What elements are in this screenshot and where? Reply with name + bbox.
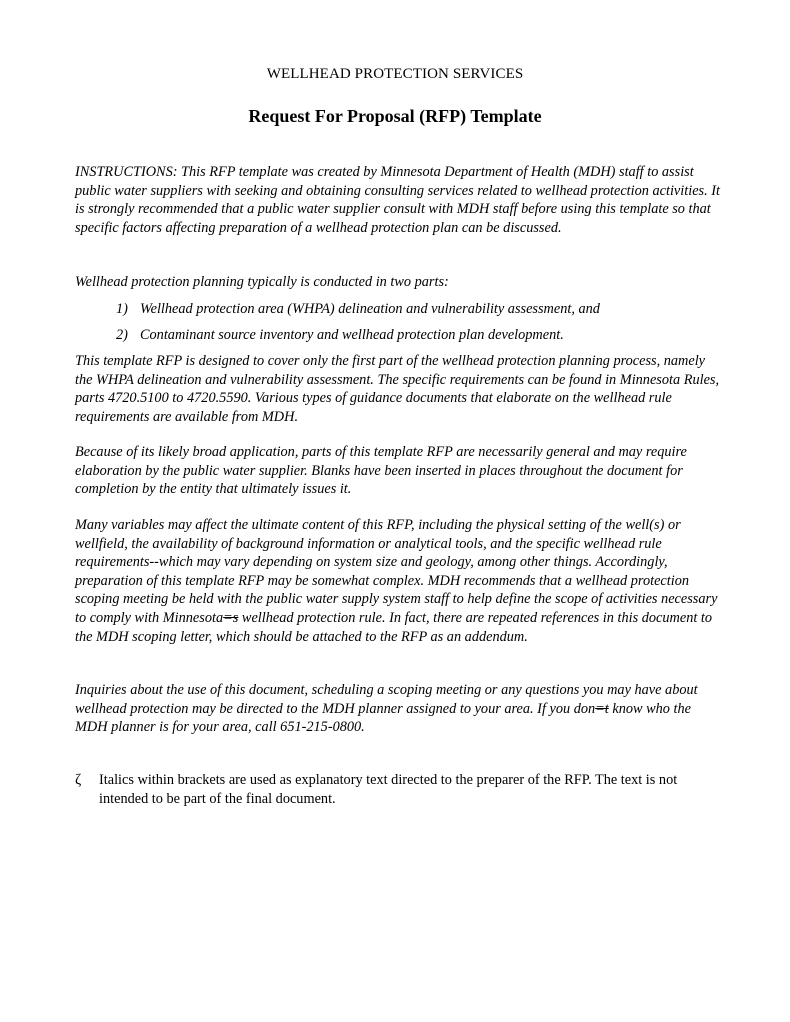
list-item-number: 1) — [116, 301, 128, 317]
list-item-number: 2) — [116, 327, 128, 343]
list-item — [116, 300, 726, 326]
template-scope-paragraph: This template RFP is designed to cover only the first part of the wellhead protection planning process, namely the WHPA delineation and vulnerability assessment. The specific requirements can be found in Minnesota Rules, parts 4720.5100 to 4720.5590. Various types of guidance documents that elaborate on the wellhead rule requirements are available from MDH. — [75, 353, 720, 425]
list-item — [116, 326, 726, 352]
planning-intro-paragraph: Wellhead protection planning typically is conducted in two parts: — [75, 274, 449, 290]
variables-text-end: wellhead protection rule. In fact, there are repeated references in this document to the MDH scoping letter, which should be attached to the RFP as an addendum. — [75, 609, 713, 645]
inquiries-paragraph — [75, 681, 720, 737]
note-text: Italics within brackets are used as explanatory text directed to the preparer of the RFP. The text is not intended to be part of the final document. — [99, 772, 678, 807]
note-bullet-icon: ζ — [75, 772, 82, 788]
list-item-text: Contaminant source inventory and wellhead protection plan development. — [140, 327, 564, 343]
struck-glyph: =s — [223, 609, 239, 626]
page-title: Request For Proposal (RFP) Template — [248, 106, 542, 126]
agency-heading: WELLHEAD PROTECTION SERVICES — [266, 66, 524, 82]
instructions-paragraph: INSTRUCTIONS: This RFP template was created by Minnesota Department of Health (MDH) staff to assist public water suppliers with seeking and obtaining consulting services related to wellhead protection activities. It is strongly recommended that a public water supplier consult with MDH staff before using this template so that specific factors affecting preparation of a wellhead protection plan can be discussed. — [75, 164, 720, 236]
broad-application-paragraph: Because of its likely broad application, parts of this template RFP are necessarily general and may require elaboration by the public water supplier. Blanks have been inserted in places throughout the document for completion by the entity that ultimately issues it. — [75, 444, 687, 498]
inquiries-text-end: know who the MDH planner is for your area, call 651-215-0800. — [75, 700, 691, 736]
variables-paragraph — [75, 516, 720, 646]
list-item-text: Wellhead protection area (WHPA) delineation and vulnerability assessment, and — [140, 301, 600, 317]
planning-parts-list — [116, 300, 726, 352]
variables-text-start: Many variables may affect the ultimate content of this RFP, including the physical setting of the well(s) or wellfield, the availability of background information or analytical tools, and the specific wellhead rule requirements--which may vary depending on system size and geology, among other things. Accordingly, preparation of this template RFP may be somewhat complex. MDH recommends that a wellhead protection scoping meeting be held with the public water supply system staff to help define the scope of activities necessary to comply with Minnesota — [75, 517, 718, 626]
struck-glyph: =t — [595, 700, 609, 717]
inquiries-text-start: Inquiries about the use of this document, scheduling a scoping meeting or any questions you may have about wellhead protection may be directed to the MDH planner assigned to your area. If you don — [75, 682, 698, 717]
